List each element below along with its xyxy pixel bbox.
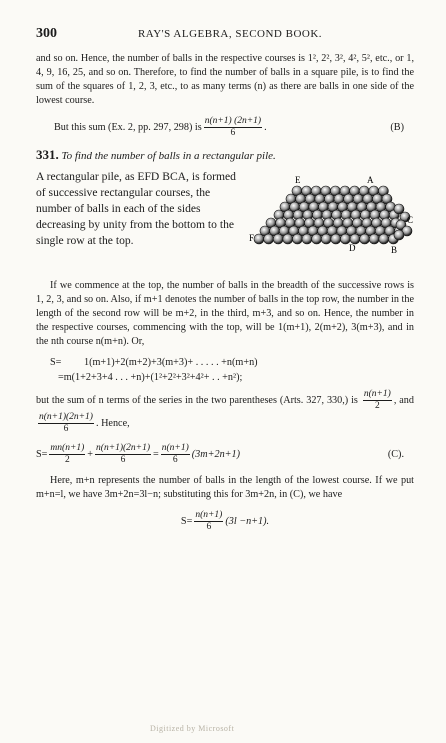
ball xyxy=(369,234,379,244)
formula-b: But this sum (Ex. 2, pp. 297, 298) is $\frac{n(n+1) (2n+1)}{6}$ . (B) xyxy=(54,116,404,138)
para3-f2-den: 6 xyxy=(63,424,69,434)
eq3-fraction xyxy=(194,510,223,533)
intro-paragraph: and so on. Hence, the number of balls in the respective courses is 1², 2², 3², 4², 5², etc., or 1, 4, 9, 16, 25, and so on. Therefore, to find the number of balls in a square pile, is to find the sum of the squares of 1, 2, 3, etc., to as many terms (n) as there are balls in one side of the lowest course. xyxy=(36,53,414,106)
para3-f2-num: n(n+1)(2n+1) xyxy=(39,412,93,422)
paragraph-2: If we commence at the top, the number of balls in the breadth of the successive rows is 1, 2, 3, and so on. Also, if m+1 denotes the number of balls in the top row, the number in the length of the second row will be m+2, in the third, m+3, and so on. Hence, the number in the respective courses, commencing with the top, will be 1(m+1), 2(m+2), 3(m+3), and in the nth course n(m+n). Or, xyxy=(36,280,414,347)
page-number: 300 xyxy=(36,26,57,41)
ball xyxy=(321,234,331,244)
label-e: E xyxy=(295,175,301,185)
formula-lead: But this sum (Ex. 2, pp. 297, 298) is xyxy=(54,122,202,133)
label-c: C xyxy=(407,215,414,225)
rectangular-pile-figure xyxy=(249,169,414,269)
para3-and: , and xyxy=(393,394,414,406)
formula-b-denominator: 6 xyxy=(230,128,236,138)
equation-1 xyxy=(50,355,414,385)
page-header xyxy=(36,26,414,42)
formula-b-fraction xyxy=(204,116,262,139)
watermark: Digitized by Microsoft xyxy=(150,724,235,733)
label-d: D xyxy=(349,243,356,253)
eq2-plus: + xyxy=(87,449,94,460)
ball xyxy=(273,234,283,244)
running-title: RAY'S ALGEBRA, SECOND BOOK. xyxy=(137,28,323,40)
ball xyxy=(264,234,274,244)
para3-f1-den: 2 xyxy=(374,401,380,411)
paragraph-4: Here, m+n represents the number of balls in the length of the lowest course. If we put m+n=l, we have 3m+2n=3l−n; substituting this for 3m+2n, in (C), we have xyxy=(36,475,414,500)
eq2-f1-den: 2 xyxy=(64,455,70,465)
label-a: A xyxy=(367,175,374,185)
para3-fraction-2 xyxy=(38,412,94,435)
ball-rows xyxy=(254,186,412,244)
formula-b-numerator: n(n+1) (2n+1) xyxy=(204,116,262,126)
para3-fraction-1 xyxy=(363,389,392,412)
eq2-f2-num: n(n+1)(2n+1) xyxy=(96,443,151,453)
pile-illustration xyxy=(249,169,414,269)
ball xyxy=(312,234,322,244)
eq2-tail: (3m+2n+1) xyxy=(191,449,241,460)
eq2-f3-den: 6 xyxy=(172,455,178,465)
ball xyxy=(394,230,404,240)
ball xyxy=(283,234,293,244)
eq2-fraction-3 xyxy=(161,443,190,466)
formula-b-tag: (B) xyxy=(390,122,404,133)
eq1-line2: =m(1+2+3+4 . . . +n)+(1²+2²+3²+4²+ . . +n²); xyxy=(58,372,243,383)
eq2-equals: = xyxy=(153,449,159,460)
eq3-lhs: S= xyxy=(180,516,193,527)
paragraph-3 xyxy=(36,389,414,435)
eq2-lhs: S= xyxy=(36,449,48,460)
ball xyxy=(331,234,341,244)
eq1-line1: 1(m+1)+2(m+2)+3(m+3)+ . . . . . +n(m+n) xyxy=(84,357,258,368)
label-f: F xyxy=(249,233,255,243)
section-heading xyxy=(36,147,414,163)
eq1-lhs: S= xyxy=(50,357,62,368)
para3-f1-num: n(n+1) xyxy=(363,389,391,399)
eq2-fraction-2 xyxy=(95,443,151,466)
eq2-fraction-1 xyxy=(49,443,85,466)
ball xyxy=(292,234,302,244)
section-number: 331. xyxy=(36,147,59,162)
eq2-f2-den: 6 xyxy=(120,455,126,465)
formula-c xyxy=(36,443,414,466)
para3-lead: but the sum of n terms of the series in the two parentheses (Arts. 327, 330,) is xyxy=(36,394,358,406)
formula-final xyxy=(36,510,414,533)
eq3-num: n(n+1) xyxy=(195,510,223,520)
page xyxy=(36,26,414,541)
ball xyxy=(360,234,370,244)
ball xyxy=(302,234,312,244)
formula-c-tag: (C). xyxy=(387,449,404,460)
section-title: To find the number of balls in a rectangular pile. xyxy=(61,150,276,162)
eq3-den: 6 xyxy=(206,522,212,532)
ball xyxy=(379,234,389,244)
label-b: B xyxy=(391,245,398,255)
para3-tail: . Hence, xyxy=(95,417,130,429)
eq2-f1-num: mn(n+1) xyxy=(50,443,85,453)
eq3-tail: (3l −n+1). xyxy=(225,516,270,527)
ball xyxy=(254,234,264,244)
article-block xyxy=(36,169,414,269)
eq2-f3-num: n(n+1) xyxy=(161,443,189,453)
article-text: A rectangular pile, as EFD BCA, is formed of successive rectangular courses, the number of balls in each of the sides decreasing by unity from the bottom to the single row at the top. xyxy=(36,170,236,247)
